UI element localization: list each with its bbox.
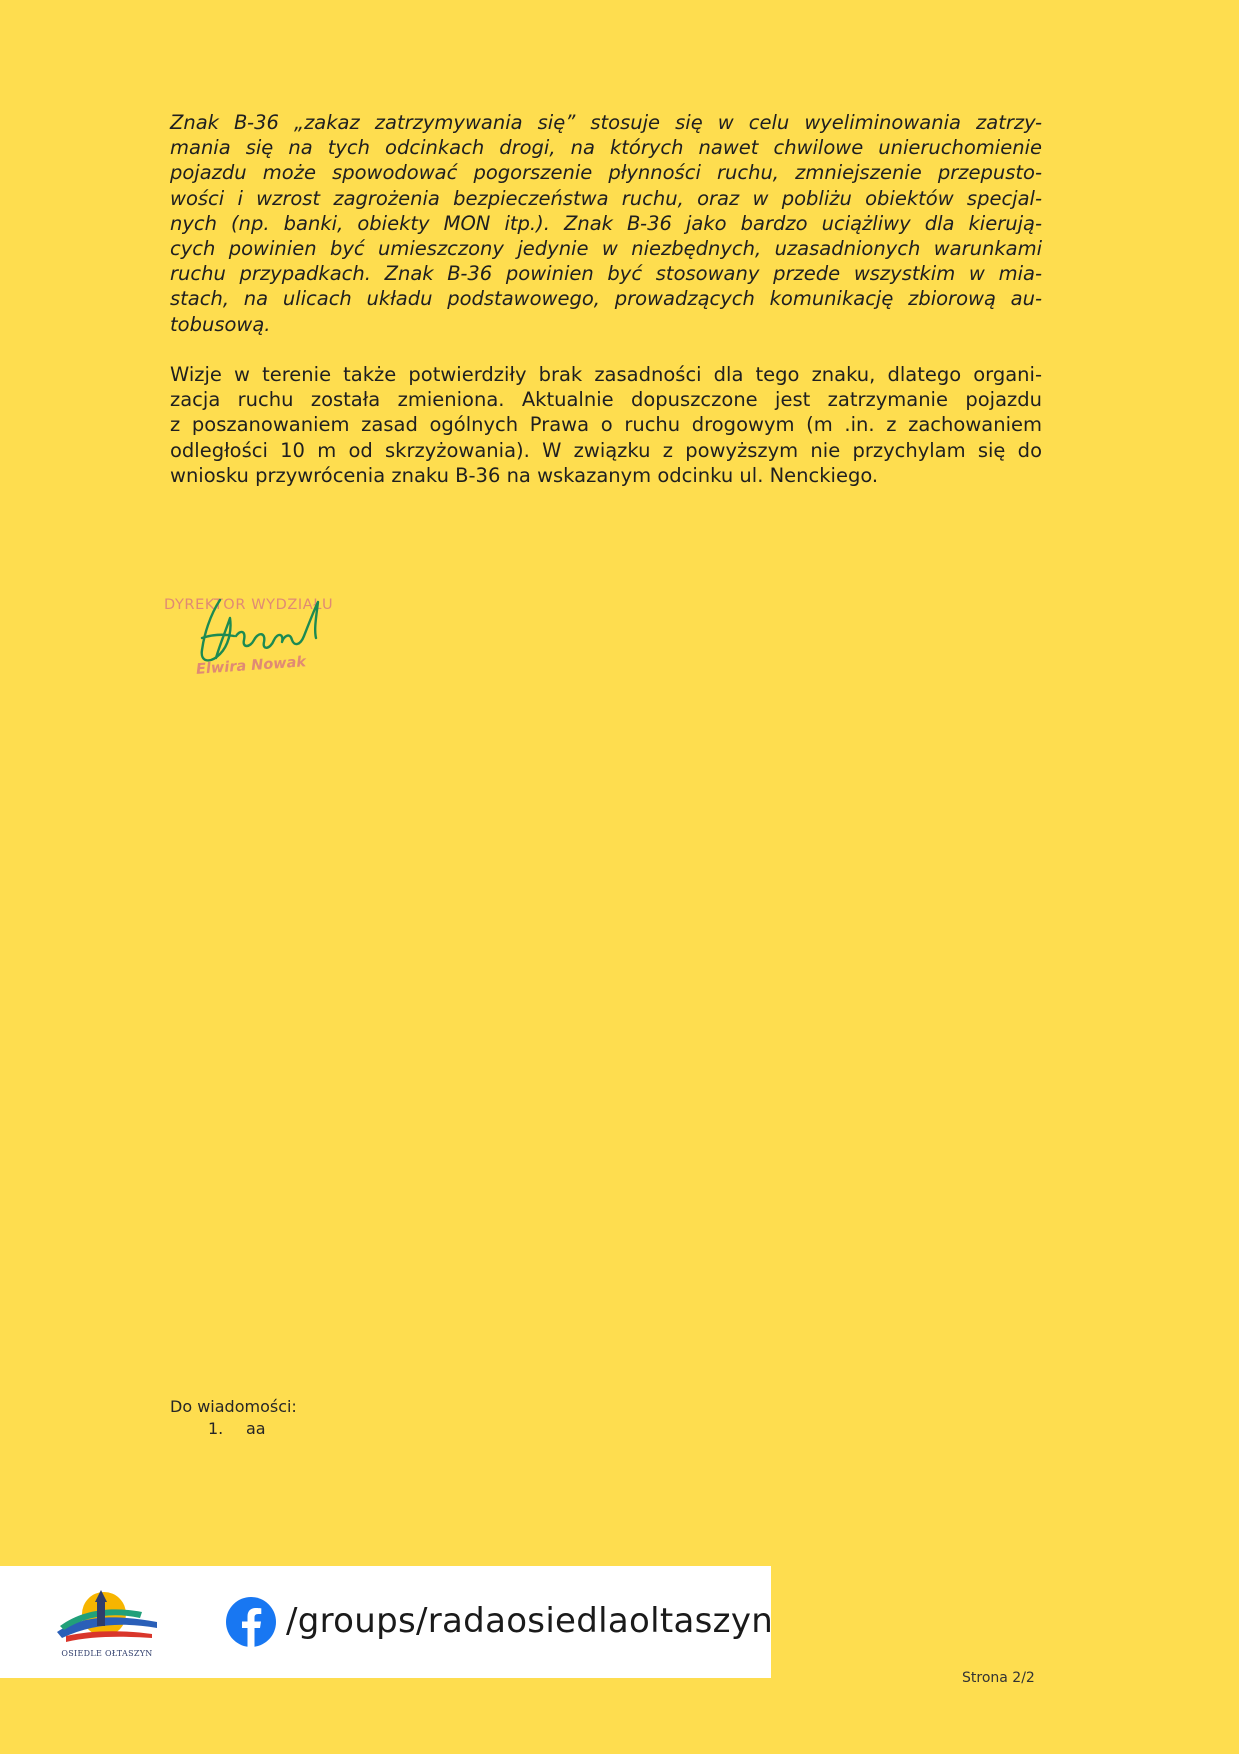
- notice-item-number: 1.: [208, 1419, 224, 1438]
- paragraph-1-line: mania się na tych odcinkach drogi, na których nawet chwilowe unieruchomienie: [170, 136, 1042, 160]
- paragraph-1-line: tobusową.: [170, 312, 271, 336]
- notice-item-text: aa: [246, 1419, 266, 1438]
- paragraph-2: [170, 362, 1042, 488]
- paragraph-1: [170, 110, 1042, 337]
- footer-banner: [0, 1566, 774, 1678]
- paragraph-2-line: odległości 10 m od skrzyżowania). W związku z powyższym nie przychylam się do: [170, 438, 1042, 462]
- paragraph-2-line: Wizje w terenie także potwierdziły brak zasadności dla tego znaku, dlatego organi-: [170, 363, 1042, 386]
- osiedle-oltaszyn-logo: [52, 1586, 162, 1666]
- paragraph-2-line: wniosku przywrócenia znaku B-36 na wskazanym odcinku ul. Nenckiego.: [170, 463, 879, 487]
- paragraph-1-line: ruchu przypadkach. Znak B-36 powinien być stosowany przede wszystkim w mia-: [170, 262, 1042, 286]
- facebook-icon[interactable]: [226, 1597, 276, 1647]
- paragraph-1-line: pojazdu może spowodować pogorszenie płynności ruchu, zmniejszenie przepusto-: [170, 161, 1042, 185]
- handwritten-signature: [180, 580, 360, 680]
- paragraph-1-line: nych (np. banki, obiekty MON itp.). Znak B-36 jako bardzo uciążliwy dla kierują-: [170, 211, 1042, 235]
- paragraph-1-line: Znak B-36 „zakaz zatrzymywania się” stosuje się w celu wyeliminowania zatrzy-: [170, 111, 1042, 134]
- signature-stamp: [160, 580, 360, 690]
- page-number: Strona 2/2: [962, 1670, 1035, 1686]
- stamp-name: Elwira Nowak: [195, 654, 307, 678]
- paragraph-1-line: stach, na ulicach układu podstawowego, prowadzących komunikację zbiorową au-: [170, 287, 1042, 311]
- facebook-group-link[interactable]: /groups/radaosiedlaoltaszyn: [286, 1601, 774, 1641]
- paragraph-2-line: zacja ruchu została zmieniona. Aktualnie dopuszczone jest zatrzymanie pojazdu: [170, 388, 1042, 412]
- logo-caption: OSIEDLE OŁTASZYN: [61, 1649, 153, 1658]
- paragraph-2-line: z poszanowaniem zasad ogólnych Prawa o ruchu drogowym (m .in. z zachowaniem: [170, 413, 1042, 437]
- notice-item: [170, 1418, 297, 1440]
- paragraph-1-line: cych powinien być umieszczony jedynie w niezbędnych, uzasadnionych warunkami: [170, 237, 1042, 261]
- paragraph-1-line: wości i wzrost zagrożenia bezpieczeństwa ruchu, oraz w pobliżu obiektów specjal-: [170, 186, 1042, 210]
- notice-section: [170, 1396, 297, 1440]
- notice-label: Do wiadomości:: [170, 1397, 297, 1416]
- logo-emblem-icon: [52, 1586, 162, 1648]
- stamp-title: DYREKTOR WYDZIAŁU: [164, 597, 334, 613]
